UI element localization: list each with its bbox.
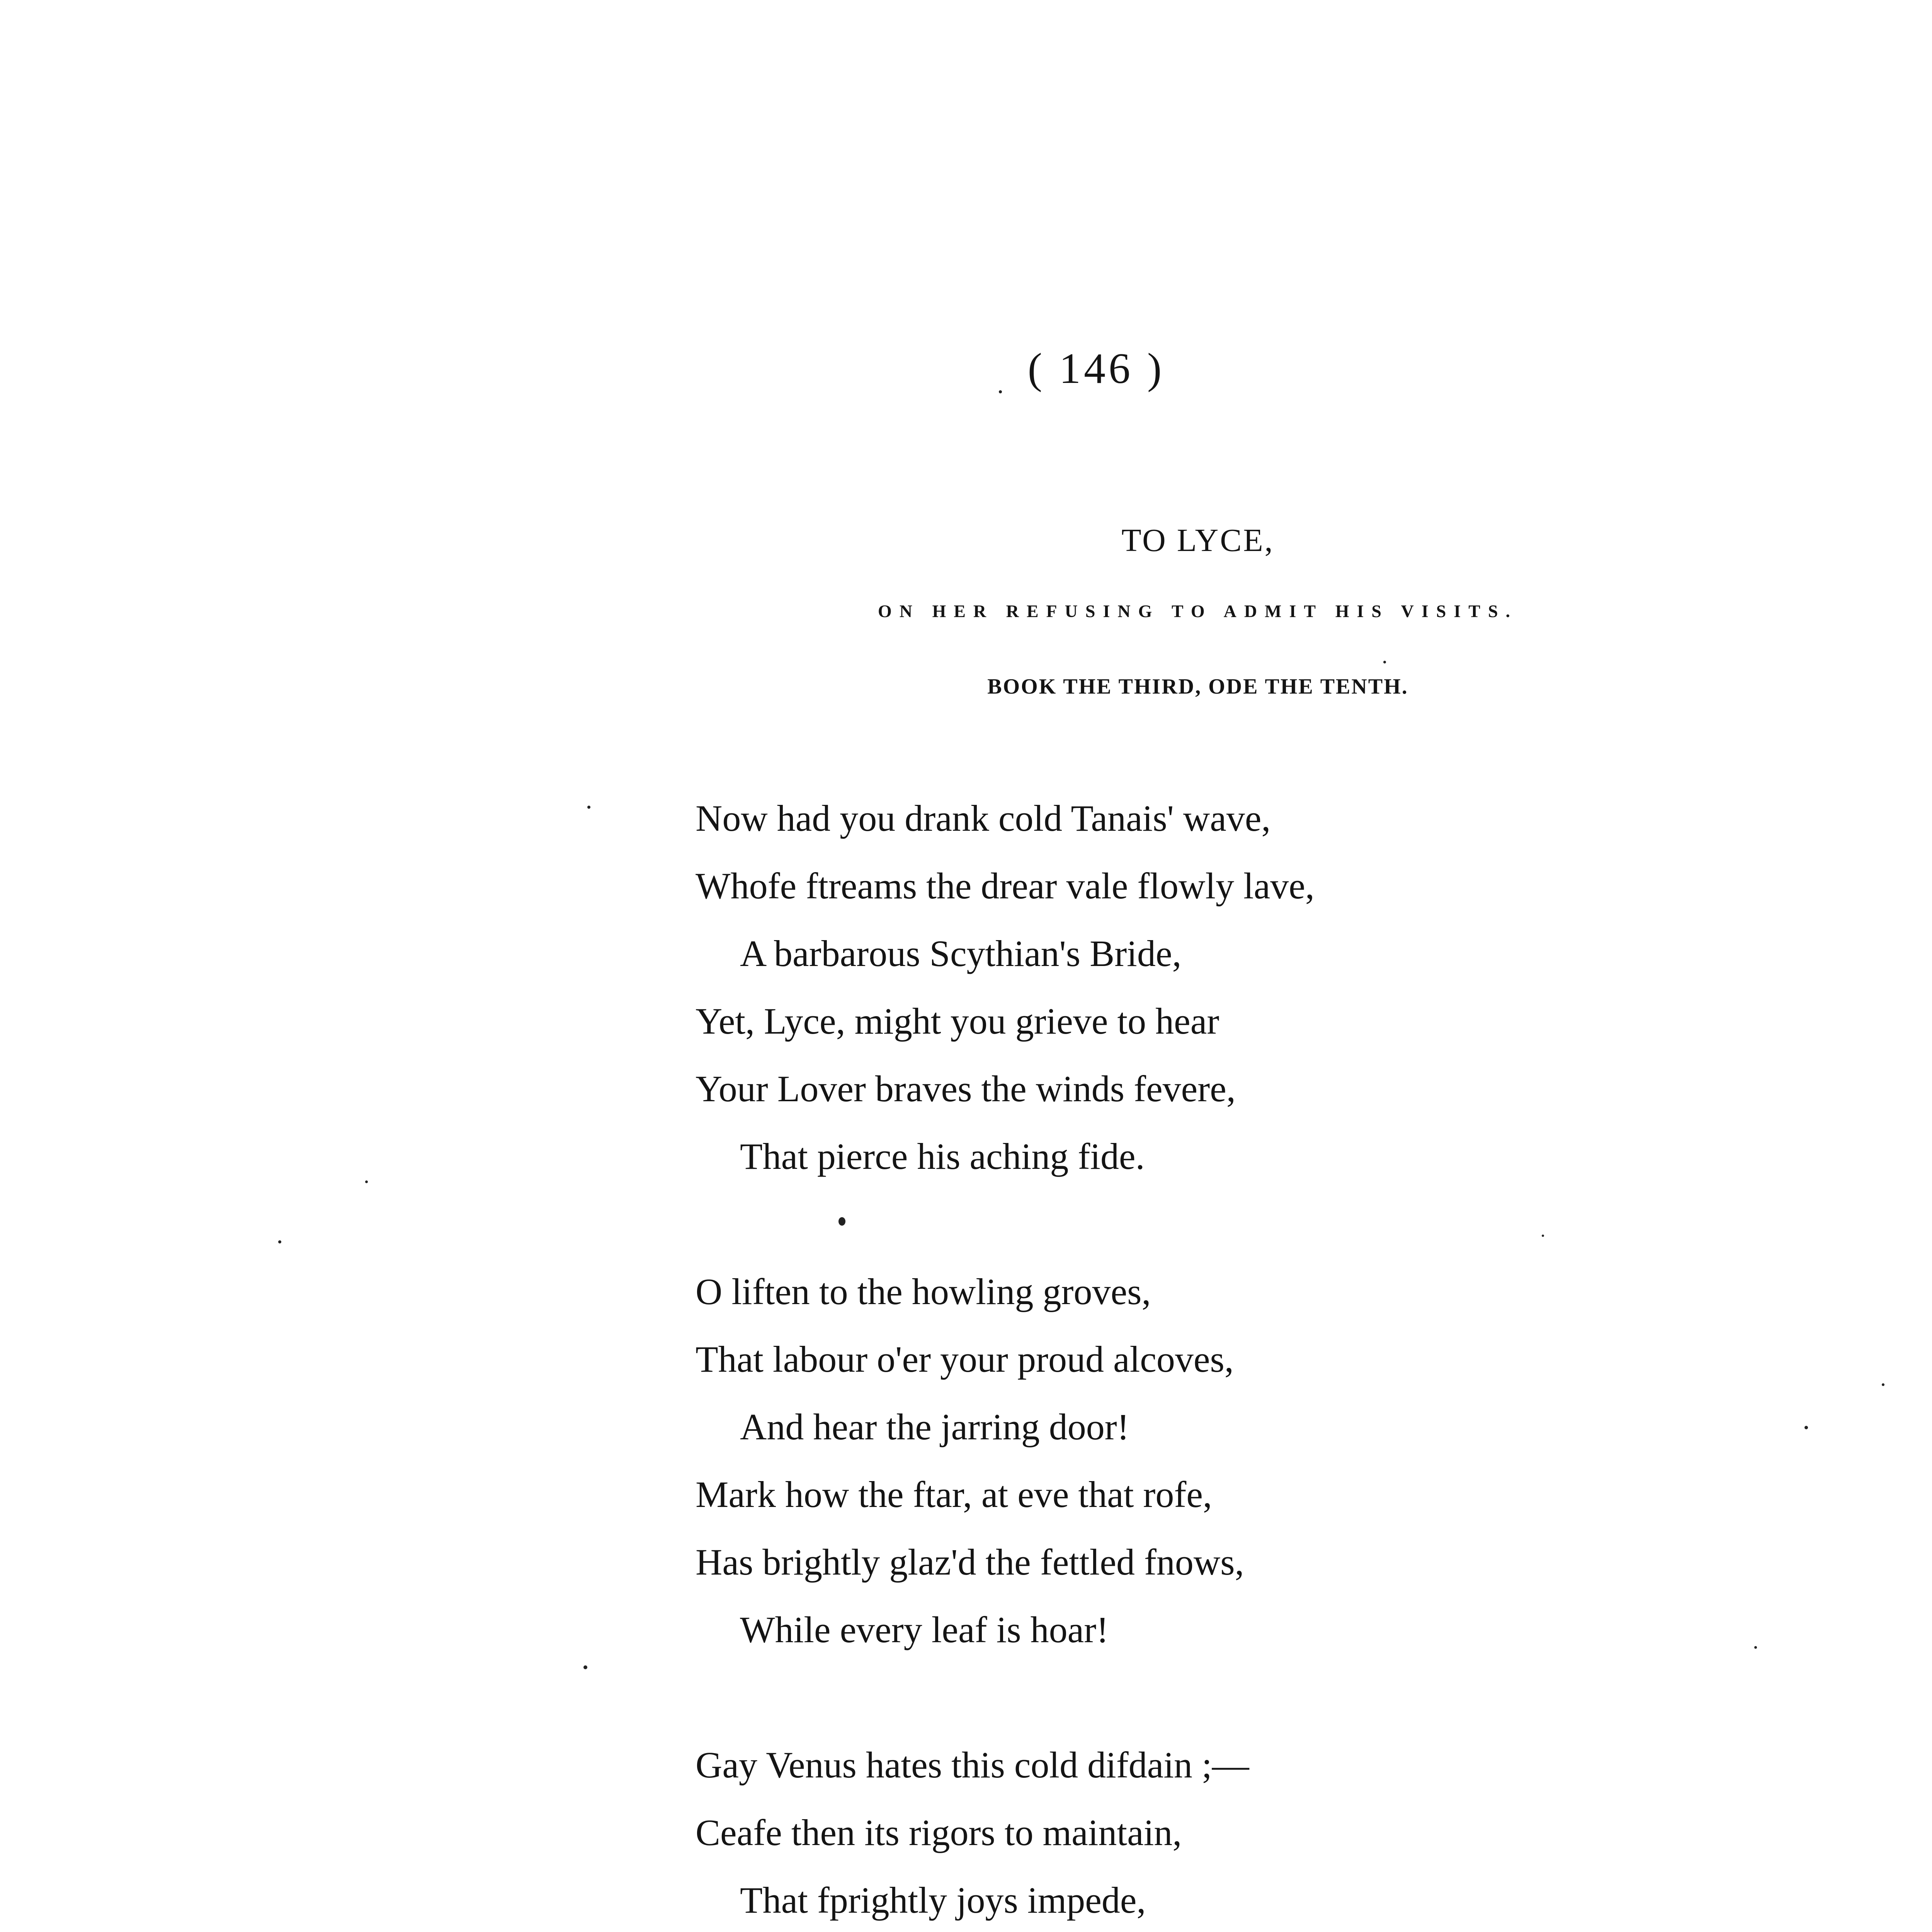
- scan-speck: [278, 1240, 281, 1243]
- scan-speck: [1542, 1235, 1544, 1237]
- scan-speck: [1804, 1426, 1808, 1429]
- scan-speck: [1882, 1383, 1884, 1386]
- poem-subtitle: ON HER REFUSING TO ADMIT HIS VISITS.: [878, 601, 1518, 621]
- stanza-2: [696, 1258, 1623, 1663]
- poem-line: Has brightly glaz'd the fettled fnows,: [696, 1541, 1244, 1583]
- stanza-divider: [696, 1190, 1623, 1258]
- poem-line: Yet, Lyce, might you grieve to hear: [696, 1000, 1219, 1042]
- page-number: ( 146 ): [1027, 345, 1165, 393]
- poem-line: That fprightly joys impede,: [740, 1879, 1146, 1921]
- poem-line: Gay Venus hates this cold difdain ;—: [696, 1744, 1249, 1786]
- poem-line: That labour o'er your proud alcoves,: [696, 1338, 1234, 1380]
- poem-line: Your Lover braves the winds fevere,: [696, 1068, 1236, 1109]
- scan-speck: [583, 1665, 587, 1669]
- poem-line: Mark how the ftar, at eve that rofe,: [696, 1474, 1212, 1515]
- poem-line: While every leaf is hoar!: [740, 1609, 1109, 1650]
- book-reference: BOOK THE THIRD, ODE THE TENTH.: [987, 675, 1408, 699]
- stanza-3: [696, 1731, 1623, 1932]
- scan-speck: [1383, 661, 1386, 663]
- scan-speck: [365, 1180, 368, 1183]
- poem-line: A barbarous Scythian's Bride,: [740, 933, 1182, 974]
- stanza-divider: [696, 1663, 1623, 1731]
- poem-line: And hear the jarring door!: [740, 1406, 1129, 1447]
- scan-speck: [838, 1217, 845, 1226]
- poem-line: O liften to the howling groves,: [696, 1271, 1151, 1312]
- poem-body: [696, 784, 1623, 1932]
- poem-line: That pierce his aching fide.: [740, 1136, 1145, 1177]
- poem-line: Whofe ftreams the drear vale flowly lave,: [696, 865, 1315, 906]
- scan-speck: [999, 390, 1002, 393]
- poem-line: Now had you drank cold Tanais' wave,: [696, 798, 1271, 839]
- poem-title: TO LYCE,: [1121, 522, 1274, 558]
- scan-speck: [1754, 1646, 1757, 1649]
- scan-speck: [587, 806, 590, 809]
- poem-line: Ceafe then its rigors to maintain,: [696, 1812, 1182, 1853]
- stanza-1: [696, 784, 1623, 1190]
